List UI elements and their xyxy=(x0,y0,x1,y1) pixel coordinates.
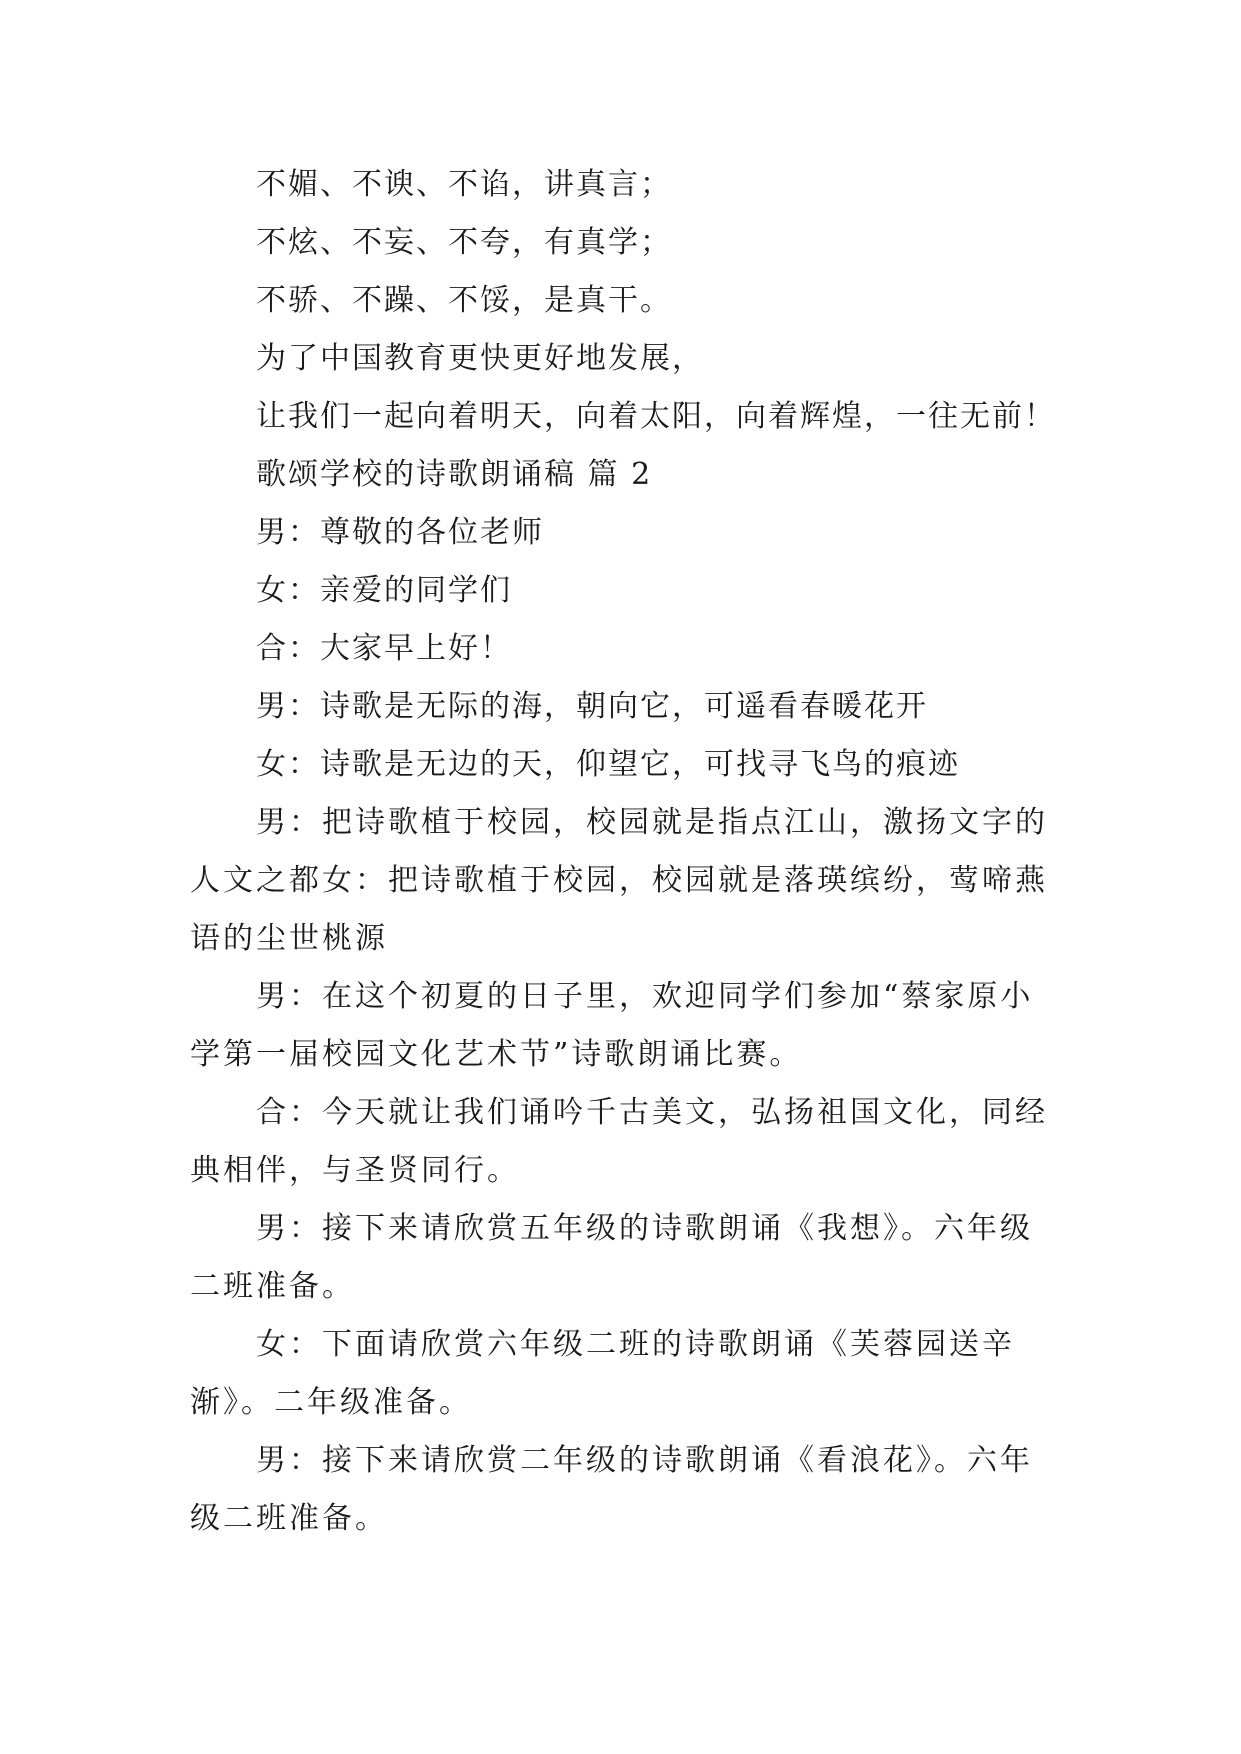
paragraph xyxy=(190,794,1050,968)
paragraph-line: 学第一届校园文化艺术节”诗歌朗诵比赛。 xyxy=(190,1037,803,1072)
paragraph xyxy=(190,1200,1050,1316)
text-line: 不骄、不躁、不馁，是真干。 xyxy=(256,283,672,318)
paragraph-line: 男：接下来请欣赏五年级的诗歌朗诵《我想》。六年级 xyxy=(256,1211,1033,1246)
text-line: 男：尊敬的各位老师 xyxy=(256,515,544,550)
paragraph-line: 二班准备。 xyxy=(190,1269,355,1304)
paragraph-line: 男：接下来请欣赏二年级的诗歌朗诵《看浪花》。六年 xyxy=(256,1443,1033,1478)
paragraph xyxy=(190,1084,1050,1200)
document-page xyxy=(190,156,1056,1548)
text-line: 合：大家早上好！ xyxy=(256,631,512,666)
paragraph xyxy=(190,1432,1050,1548)
text-line: 不炫、不妄、不夸，有真学； xyxy=(256,225,672,260)
text-line: 女：亲爱的同学们 xyxy=(256,573,512,608)
paragraph-line: 典相伴，与圣贤同行。 xyxy=(190,1153,520,1188)
text-line: 让我们一起向着明天，向着太阳，向着辉煌，一往无前！ xyxy=(256,399,1056,434)
text-line: 男：诗歌是无际的海，朝向它，可遥看春暖花开 xyxy=(256,689,928,724)
paragraph-line: 人文之都女：把诗歌植于校园，校园就是落瑛缤纷，莺啼燕 xyxy=(190,863,1048,898)
text-line: 不媚、不谀、不谄，讲真言； xyxy=(256,167,672,202)
section-heading: 歌颂学校的诗歌朗诵稿 篇 2 xyxy=(256,457,653,492)
paragraph-line: 语的尘世桃源 xyxy=(190,921,388,956)
text-line: 女：诗歌是无边的天，仰望它，可找寻飞鸟的痕迹 xyxy=(256,747,960,782)
paragraph-line: 渐》。二年级准备。 xyxy=(190,1385,472,1420)
paragraph-line: 级二班准备。 xyxy=(190,1501,388,1536)
paragraph xyxy=(190,968,1050,1084)
paragraph-line: 男：把诗歌植于校园，校园就是指点江山，激扬文字的 xyxy=(256,805,1048,840)
paragraph-line: 女：下面请欣赏六年级二班的诗歌朗诵《芙蓉园送辛 xyxy=(256,1327,1015,1362)
paragraph xyxy=(190,1316,1050,1432)
text-line: 为了中国教育更快更好地发展， xyxy=(256,341,704,376)
paragraph-line: 合：今天就让我们诵吟千古美文，弘扬祖国文化，同经 xyxy=(256,1095,1048,1130)
paragraph-line: 男：在这个初夏的日子里，欢迎同学们参加“蔡家原小 xyxy=(256,979,1034,1014)
